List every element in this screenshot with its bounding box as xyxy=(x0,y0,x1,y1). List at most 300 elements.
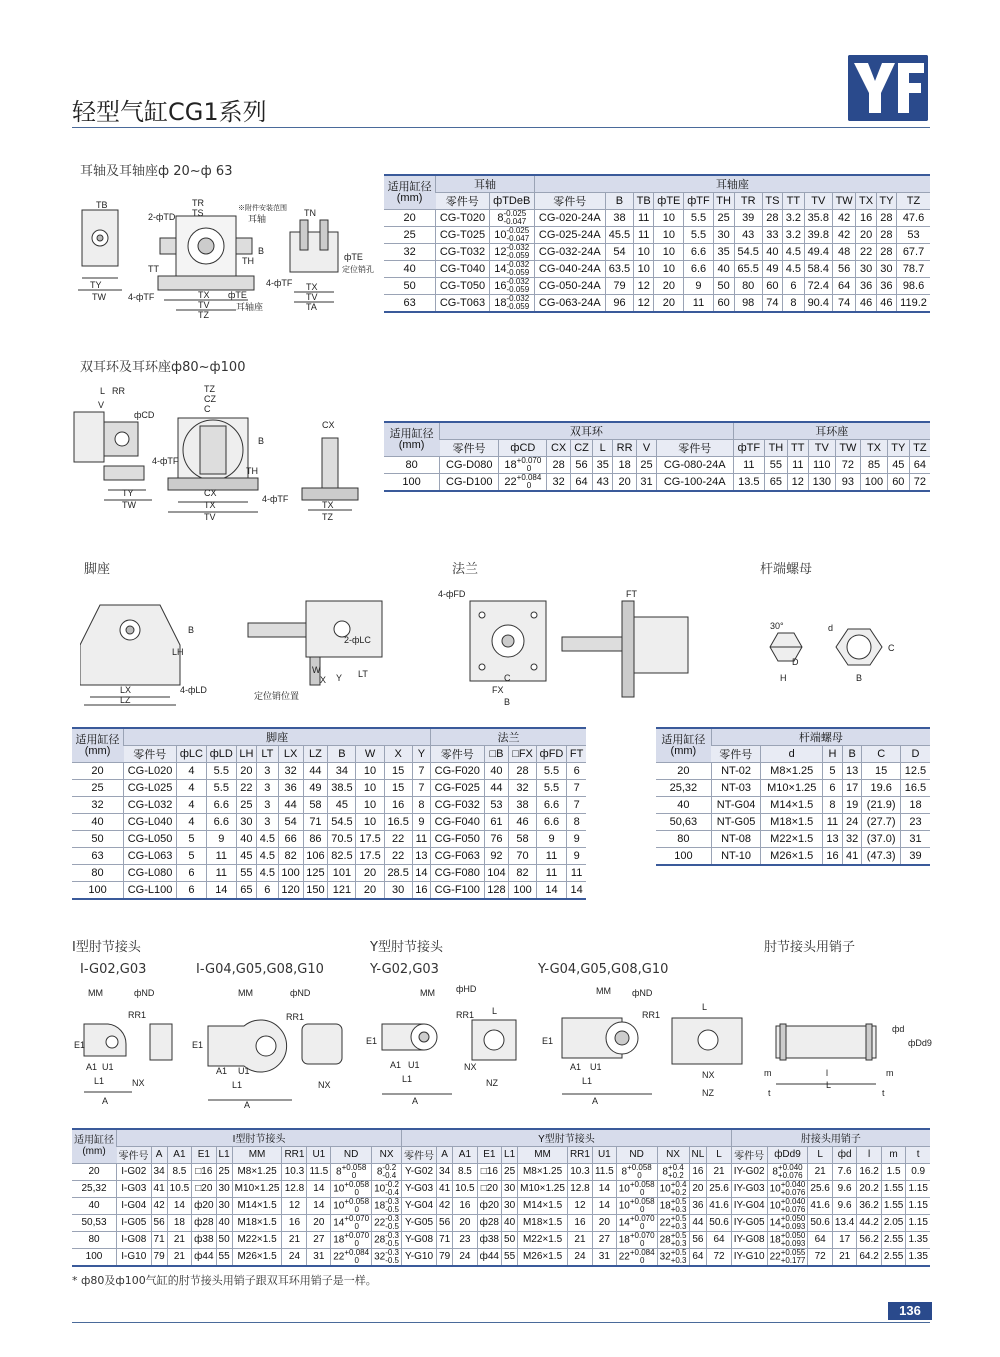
label-cz: CZ xyxy=(204,394,216,404)
label-tz-c: TZ xyxy=(204,384,215,394)
cell: □16 xyxy=(192,1163,216,1180)
ff-head-a-col: LZ xyxy=(303,746,328,763)
cell-nx-lower: -0.5 xyxy=(385,1221,399,1231)
cell: 32 xyxy=(509,780,536,797)
cell-td-tolerance xyxy=(507,227,530,243)
ff-head-b-col: FT xyxy=(567,746,586,763)
table-row xyxy=(72,780,586,797)
cell: 64 xyxy=(808,1231,832,1248)
cell: 47.6 xyxy=(897,210,930,227)
cell-nx-y-value: 18 xyxy=(659,1200,671,1212)
cell: 39 xyxy=(900,848,930,865)
cell: Y-G04 xyxy=(402,1197,437,1214)
cell: 11 xyxy=(206,848,236,865)
cell: 20 xyxy=(72,763,124,780)
label-hd-3: фHD xyxy=(456,984,477,994)
cell: 20 xyxy=(307,1214,331,1231)
cell: 10 xyxy=(356,797,384,814)
cell-cd-upper: +0.070 xyxy=(516,456,542,465)
clevis-diagram xyxy=(68,382,384,522)
table-row xyxy=(72,831,586,848)
cell: 14 xyxy=(307,1180,331,1197)
th-group-a-c: 双耳环 xyxy=(440,422,733,440)
cell: 58 xyxy=(509,831,536,848)
cell: 100 xyxy=(861,474,888,492)
cell: 20 xyxy=(613,474,637,492)
table-row xyxy=(72,1248,930,1266)
cell: M10×1.25 xyxy=(518,1180,568,1197)
cell: M18×1.5 xyxy=(761,814,823,831)
cell: 17 xyxy=(832,1231,856,1248)
label-u1-1: U1 xyxy=(102,1062,114,1072)
cell: 32 xyxy=(72,797,124,814)
cell: 42 xyxy=(832,210,856,227)
cell: □20 xyxy=(477,1180,501,1197)
label-rr1-3: RR1 xyxy=(456,1010,475,1020)
cell: 5 xyxy=(176,848,206,865)
cell-dd9-value: 22 xyxy=(769,1251,781,1263)
label-tw-c: TW xyxy=(122,500,136,510)
cell: 54.5 xyxy=(734,244,762,261)
cell: 28.5 xyxy=(384,865,412,882)
cell: 27 xyxy=(307,1231,331,1248)
cell: 74 xyxy=(832,295,856,313)
cell: 54.5 xyxy=(328,814,356,831)
cell-dd9-lower: +0.076 xyxy=(780,1204,806,1214)
joint-head-c-col: 零件号 xyxy=(731,1146,767,1163)
cell-nd-y-tolerance xyxy=(627,1164,652,1180)
cell: 63.5 xyxy=(605,261,633,278)
cell: 19.6 xyxy=(862,780,900,797)
cell: 10.3 xyxy=(282,1163,307,1180)
cell-td-value: 12 xyxy=(494,245,507,258)
joint-head-b-col: A1 xyxy=(453,1146,477,1163)
cell-nd-y-tolerance xyxy=(630,1232,655,1248)
cell: 5.5 xyxy=(684,227,713,244)
label-u1-4: U1 xyxy=(590,1062,602,1072)
cell: 30 xyxy=(502,1180,518,1197)
table-row xyxy=(384,278,930,295)
label-mm-3: MM xyxy=(420,988,435,998)
cell: 39 xyxy=(734,210,762,227)
cell: 36.2 xyxy=(857,1197,881,1214)
cell: 11 xyxy=(787,457,808,474)
cell: M22×1.5 xyxy=(761,831,823,848)
cell: 79 xyxy=(605,278,633,295)
cell: 90.4 xyxy=(804,295,832,313)
cell-nd-value: 10 xyxy=(333,1183,345,1195)
cell: 100 xyxy=(656,848,711,865)
cell: 16 xyxy=(412,882,430,899)
cell-td-upper: -0.032 xyxy=(506,294,530,303)
label-nz-3: NZ xyxy=(486,1078,498,1088)
cell: 21 xyxy=(808,1163,832,1180)
cell-nd-upper: +0.070 xyxy=(344,1230,370,1240)
cell: 6 xyxy=(567,763,586,780)
cell: 4.5 xyxy=(257,865,279,882)
cell: 71 xyxy=(151,1231,167,1248)
cell: 45.5 xyxy=(605,227,633,244)
cell: 16 xyxy=(856,210,876,227)
cell: 38 xyxy=(605,210,633,227)
table-row xyxy=(72,882,586,899)
cell: 48 xyxy=(832,244,856,261)
cell-nd xyxy=(331,1231,372,1248)
cell-nd-y-lower: 0 xyxy=(639,1187,645,1197)
th-bore-j: 适用缸径 (mm) xyxy=(72,1129,117,1163)
cell: 32 xyxy=(547,474,570,492)
joint-head-c-col: фd xyxy=(832,1146,856,1163)
cell: 71 xyxy=(303,814,328,831)
cell: 20 xyxy=(236,763,256,780)
cell: I-G02 xyxy=(117,1163,152,1180)
cell: CG-L040 xyxy=(124,814,177,831)
nut-head-col: B xyxy=(842,746,862,763)
label-u1-2: U1 xyxy=(238,1066,250,1076)
label-tr: TR xyxy=(192,198,204,208)
cell-nx-y-lower: +0.2 xyxy=(670,1187,687,1197)
cell: 12 xyxy=(634,295,654,313)
label-x: X xyxy=(320,675,327,685)
label-l1-2: L1 xyxy=(232,1080,243,1090)
cell: 40 xyxy=(216,1214,232,1231)
cell: 32 xyxy=(842,831,862,848)
cell: 11 xyxy=(634,227,654,244)
cell-cd-lower: 0 xyxy=(526,481,532,490)
cell: M18×1.5 xyxy=(232,1214,282,1231)
cell: 49.4 xyxy=(804,244,832,261)
cell-nx-y xyxy=(657,1214,689,1231)
th-group-a: 耳轴 xyxy=(436,175,535,193)
cell-nd-y-tolerance xyxy=(630,1198,655,1214)
cell: 64.2 xyxy=(857,1248,881,1266)
cell: 20 xyxy=(656,763,711,780)
joint-head-b-col: MM xyxy=(518,1146,568,1163)
cell: 41.6 xyxy=(808,1197,832,1214)
cell: 64 xyxy=(570,474,593,492)
cell: CG-L100 xyxy=(124,882,177,899)
cell: ф44 xyxy=(192,1248,216,1266)
table-row xyxy=(72,865,586,882)
cell: 10 xyxy=(356,763,384,780)
cell: 20 xyxy=(384,210,436,227)
cell: CG-100-24A xyxy=(656,474,733,492)
cell: 98 xyxy=(734,295,762,313)
cell: 16 xyxy=(567,1214,592,1231)
cell: 3.2 xyxy=(783,210,805,227)
cell: CG-L020 xyxy=(124,763,177,780)
nut-head-col: D xyxy=(900,746,930,763)
cell: 41 xyxy=(842,848,862,865)
cell: 10.5 xyxy=(167,1180,191,1197)
cell: 11.5 xyxy=(307,1163,331,1180)
nut-table xyxy=(656,727,930,866)
joint-head-b-col: L xyxy=(707,1146,731,1163)
label-ta: TA xyxy=(306,302,317,312)
label-4tf: 4-фTF xyxy=(128,292,155,302)
cell-nx-y-tolerance xyxy=(671,1181,687,1197)
label-ty-c: TY xyxy=(122,488,134,498)
cell: 6 xyxy=(176,865,206,882)
cell: 16.2 xyxy=(857,1163,881,1180)
trunnion-head-b-col: TY xyxy=(876,193,896,210)
table-row xyxy=(72,1163,930,1180)
cell-dd9-value: 18 xyxy=(769,1234,781,1246)
clevis-head-b-col: TZ xyxy=(909,440,930,457)
cell: 1.55 xyxy=(881,1180,905,1197)
cell: 1.35 xyxy=(906,1248,930,1266)
label-m-2: m xyxy=(886,1068,894,1078)
cell: 11 xyxy=(567,865,586,882)
cell-nx-y xyxy=(657,1163,689,1180)
label-a1-1: A1 xyxy=(86,1062,98,1072)
cell: 28 xyxy=(876,227,896,244)
label-b: B xyxy=(258,246,265,256)
th-bore-ff: 适用缸径 (mm) xyxy=(72,728,124,763)
cell: 150 xyxy=(303,882,328,899)
cell: 27 xyxy=(592,1231,616,1248)
cell: M10×1.25 xyxy=(761,780,823,797)
cell: IY-G08 xyxy=(731,1231,767,1248)
cell-dd9 xyxy=(767,1214,808,1231)
cell-dd9-upper: +0.040 xyxy=(780,1179,806,1189)
cell: NT-08 xyxy=(711,831,761,848)
cell: 7 xyxy=(567,797,586,814)
cell-nd-tolerance xyxy=(344,1249,369,1265)
nut-body xyxy=(656,763,930,865)
trunnion-head-b-col: TB xyxy=(634,193,654,210)
cell: 2.05 xyxy=(881,1214,905,1231)
label-fx: FX xyxy=(492,685,504,695)
cell: M8×1.25 xyxy=(761,763,823,780)
cell: 2.55 xyxy=(881,1248,905,1266)
cell: 50 xyxy=(216,1231,232,1248)
label-nd-1: фND xyxy=(134,988,155,998)
cell: 4 xyxy=(176,797,206,814)
cell: 58.4 xyxy=(804,261,832,278)
cell: 28 xyxy=(547,457,570,474)
cell: 82.5 xyxy=(328,848,356,865)
trunnion-subheader xyxy=(384,193,930,210)
cell: (21.9) xyxy=(862,797,900,814)
ff-head-b-col: фFD xyxy=(536,746,567,763)
cell: M26×1.5 xyxy=(232,1248,282,1266)
cell: 5 xyxy=(176,831,206,848)
trunnion-head-b-col: TW xyxy=(832,193,856,210)
cell: 25 xyxy=(384,227,436,244)
cell: 20 xyxy=(654,295,684,313)
table-row xyxy=(384,474,930,492)
cell-nd-y xyxy=(616,1180,657,1197)
cell: 25 xyxy=(637,457,657,474)
cell: 28 xyxy=(509,763,536,780)
cell-nd xyxy=(331,1197,372,1214)
cell: 60 xyxy=(887,474,909,492)
cell: 11 xyxy=(536,848,567,865)
table-row xyxy=(384,210,930,227)
cell-nx-tolerance xyxy=(385,1249,399,1265)
cell: M22×1.5 xyxy=(232,1231,282,1248)
cell: 79 xyxy=(437,1248,453,1266)
cell-nx-y xyxy=(657,1197,689,1214)
clevis-head-b-col: TY xyxy=(887,440,909,457)
cell: 50 xyxy=(502,1231,518,1248)
cell-dd9-value: 14 xyxy=(769,1217,781,1229)
label-note: ※附件安装范围 xyxy=(238,205,287,212)
y-joint-sub1: Y-G02,G03 xyxy=(370,962,439,977)
cell: 15 xyxy=(384,763,412,780)
cell-nx-upper: -0.2 xyxy=(385,1179,399,1189)
clevis-head-a-col: 零件号 xyxy=(440,440,499,457)
label-e1-1: E1 xyxy=(74,1040,86,1050)
th-bore-c: 适用缸径 (mm) xyxy=(384,422,440,457)
cell: 30 xyxy=(856,261,876,278)
cell-nx-y-lower: +0.3 xyxy=(670,1255,687,1265)
foot-flange-nut-diagram xyxy=(80,585,940,710)
cell: 20.2 xyxy=(857,1180,881,1197)
cell-td-upper: -0.025 xyxy=(503,209,527,218)
joint-head-c-col: L xyxy=(808,1146,832,1163)
cell: 43 xyxy=(593,474,613,492)
cell-nd-y-lower: 0 xyxy=(639,1255,645,1265)
label-e1-4: E1 xyxy=(542,1036,554,1046)
cell-td-lower: -0.059 xyxy=(506,251,530,260)
cell-dd9-lower: +0.076 xyxy=(777,1170,803,1180)
cell: M8×1.25 xyxy=(518,1163,568,1180)
label-tz-c2: TZ xyxy=(322,512,333,522)
cell: CG-020-24A xyxy=(534,210,605,227)
cell-td xyxy=(489,227,534,244)
cell-nx-y-tolerance xyxy=(671,1249,687,1265)
cell: 53 xyxy=(897,227,930,244)
cell: 20 xyxy=(356,882,384,899)
cell-cd-value: 22 xyxy=(504,475,517,488)
cell: 56 xyxy=(437,1214,453,1231)
nut-head-col: d xyxy=(761,746,823,763)
cell: 56 xyxy=(689,1231,707,1248)
label-seat: 耳轴座 xyxy=(236,302,264,312)
footnote: * ф80及ф100气缸的肘节接头用销子跟双耳环用销子是一样。 xyxy=(72,1274,377,1287)
cell: 125 xyxy=(303,865,328,882)
cell: □20 xyxy=(192,1180,216,1197)
cell: CG-080-24A xyxy=(656,457,733,474)
cell: 71 xyxy=(437,1231,453,1248)
cell-td-upper: -0.025 xyxy=(506,226,530,235)
table-row xyxy=(384,227,930,244)
cell: 96 xyxy=(605,295,633,313)
cell: 20 xyxy=(356,865,384,882)
cell-dd9-value: 10 xyxy=(769,1200,781,1212)
cell: 40 xyxy=(656,797,711,814)
cell-dd9-value: 10 xyxy=(769,1183,781,1195)
joint-head-b-col: A xyxy=(437,1146,453,1163)
cell-nd-y-tolerance xyxy=(630,1215,655,1231)
cell: CG-040-24A xyxy=(534,261,605,278)
label-cd: фCD xyxy=(134,410,155,420)
cell: CG-F040 xyxy=(431,814,484,831)
ff-head-a-col: LX xyxy=(278,746,303,763)
cell: CG-T050 xyxy=(436,278,490,295)
cell: 1.15 xyxy=(906,1214,930,1231)
cell: 70 xyxy=(509,848,536,865)
cell-nx-tolerance xyxy=(385,1181,399,1197)
cell-nx-y-tolerance xyxy=(671,1198,687,1214)
cell-nx-value: 10 xyxy=(374,1183,386,1195)
cell: 56 xyxy=(570,457,593,474)
cell-dd9-tolerance xyxy=(781,1249,806,1265)
joint-head-a-col: NX xyxy=(372,1146,402,1163)
cell: 30 xyxy=(236,814,256,831)
cell-nx-y-upper: +0.4 xyxy=(670,1179,687,1189)
cell-nx-value: 8 xyxy=(376,1166,383,1178)
cell-cd xyxy=(499,457,547,474)
cell: 56.2 xyxy=(857,1231,881,1248)
cell: 9 xyxy=(206,831,236,848)
cell: 8 xyxy=(783,295,805,313)
joints-diagram xyxy=(72,984,932,1114)
th-bore: 适用缸径 (mm) xyxy=(384,175,436,210)
cell: 41 xyxy=(437,1180,453,1197)
cell: I-G08 xyxy=(117,1231,152,1248)
cell: 16 xyxy=(823,848,843,865)
cell-nd-y xyxy=(616,1248,657,1266)
cell: CG-L063 xyxy=(124,848,177,865)
cell: IY-G02 xyxy=(731,1163,767,1180)
clevis-head-b-col: 零件号 xyxy=(656,440,733,457)
cell: 17 xyxy=(842,780,862,797)
cell-nx-y-lower: +0.3 xyxy=(670,1221,687,1231)
label-2td: 2-фTD xyxy=(148,212,176,222)
cell-nx-y xyxy=(657,1180,689,1197)
page-number: 136 xyxy=(888,1302,932,1320)
label-tn: TN xyxy=(304,208,316,218)
label-a1-4: A1 xyxy=(570,1062,582,1072)
cell: 42 xyxy=(832,227,856,244)
cell-td-tolerance xyxy=(507,244,530,260)
label-a1-3: A1 xyxy=(390,1060,402,1070)
joint-head-c-col: t xyxy=(906,1146,930,1163)
cell: 92 xyxy=(484,848,509,865)
trunnion-head-b-col: B xyxy=(605,193,633,210)
cell: 86 xyxy=(303,831,328,848)
cell-td-upper: -0.032 xyxy=(506,243,530,252)
cell-nx-y-tolerance xyxy=(668,1164,684,1180)
section-clevis-title: 双耳环及耳环座ф80~ф100 xyxy=(80,360,246,375)
cell: Y-G03 xyxy=(402,1180,437,1197)
cell-nd xyxy=(331,1180,372,1197)
table-row xyxy=(72,1180,930,1197)
cell: 7.6 xyxy=(832,1163,856,1180)
cell-dd9-lower: +0.093 xyxy=(780,1221,806,1231)
cell: 14 xyxy=(307,1197,331,1214)
cell: IY-G05 xyxy=(731,1214,767,1231)
nut-head-col: H xyxy=(823,746,843,763)
cell-nd-upper: +0.058 xyxy=(344,1179,370,1189)
cell: 5 xyxy=(823,763,843,780)
table-row xyxy=(72,763,586,780)
cell: 7 xyxy=(412,780,430,797)
cell-nd-y-value: 18 xyxy=(618,1234,630,1246)
cell: 42 xyxy=(151,1197,167,1214)
trunnion-head-b-col: TT xyxy=(783,193,805,210)
cell: CG-063-24A xyxy=(534,295,605,313)
cell-nx-value: 32 xyxy=(374,1251,386,1263)
cell: 72 xyxy=(707,1248,731,1266)
cell: ф20 xyxy=(477,1197,501,1214)
cell: 6.6 xyxy=(206,797,236,814)
cell: 40 xyxy=(384,261,436,278)
cell-dd9-tolerance xyxy=(781,1215,806,1231)
